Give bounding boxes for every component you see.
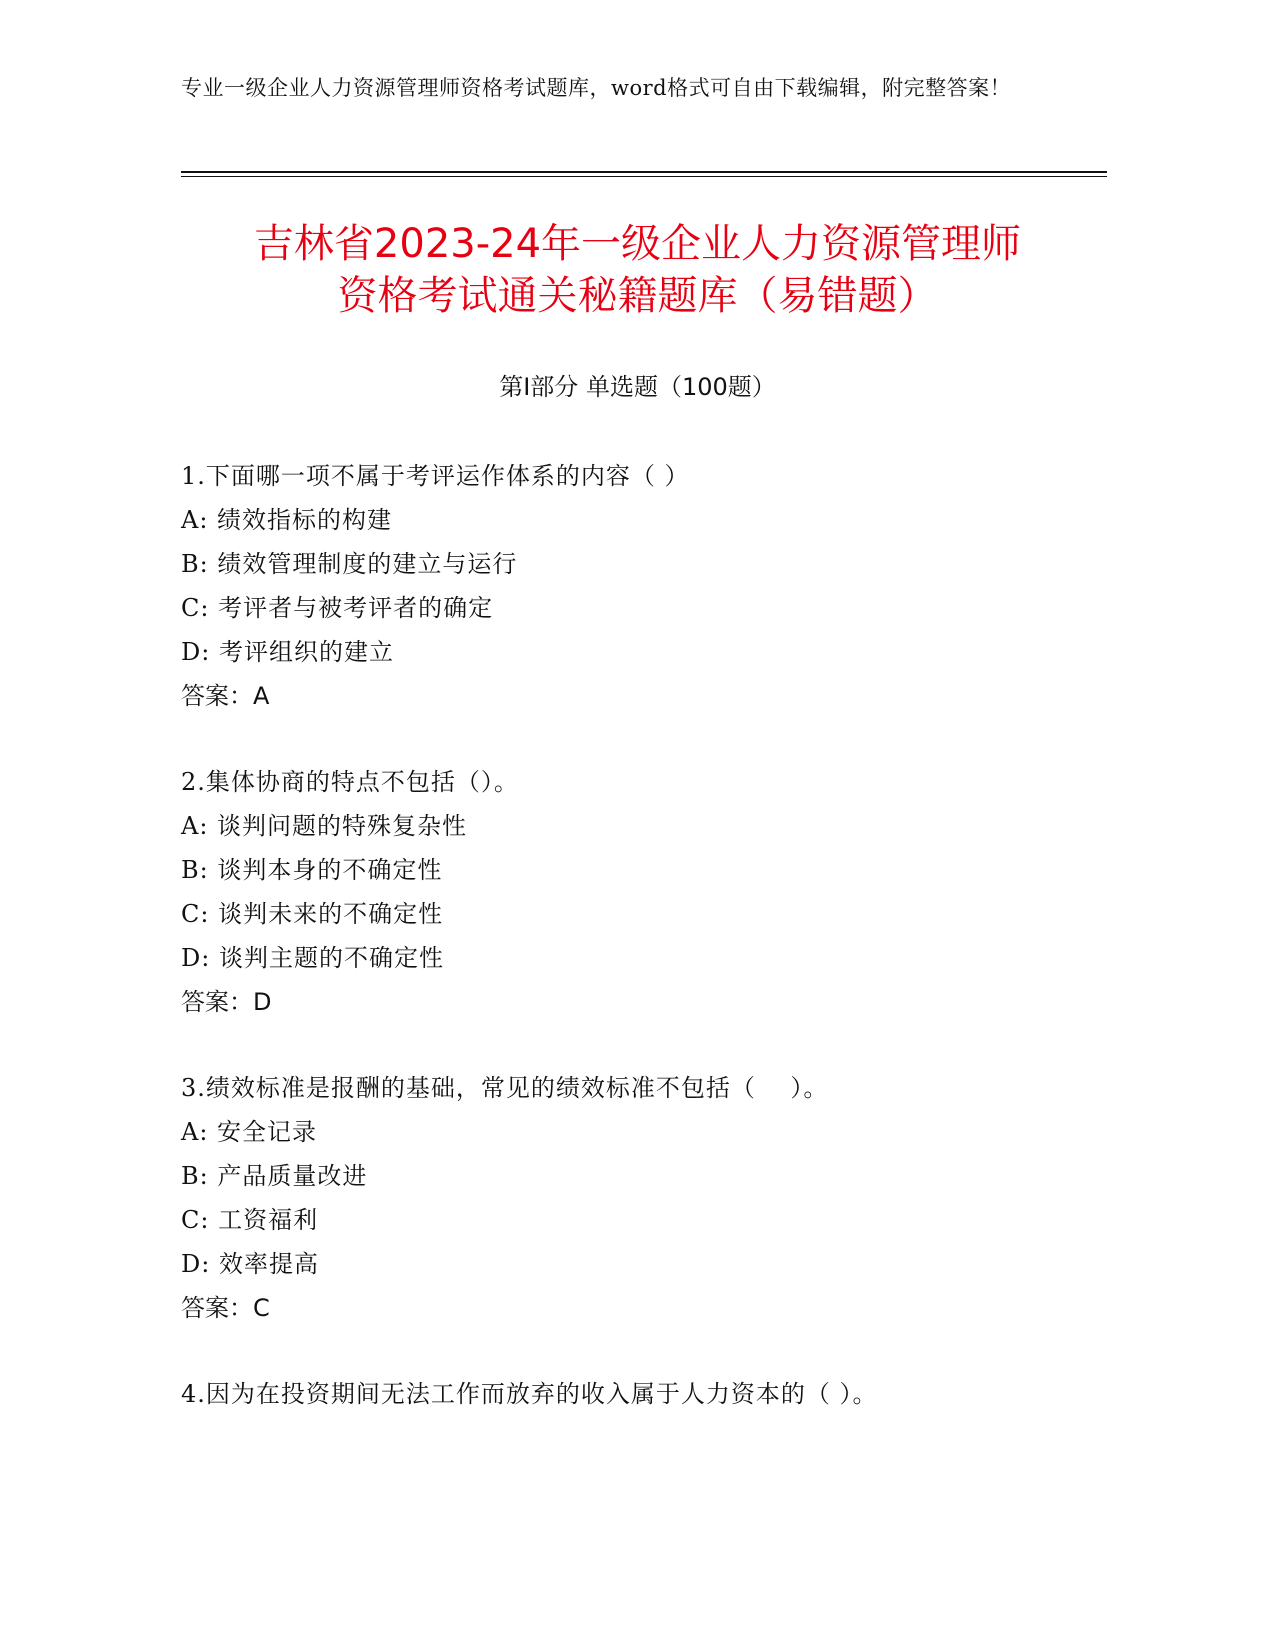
option-d: D: 考评组织的建立 [181, 638, 394, 666]
document-title-line-2: 资格考试通关秘籍题库（易错题） [337, 273, 938, 319]
question-stem: 2.集体协商的特点不包括（）。 [181, 768, 519, 796]
header-divider-thick [181, 171, 1107, 173]
option-b: B: 产品质量改进 [181, 1162, 368, 1190]
option-a: A: 谈判问题的特殊复杂性 [181, 812, 468, 840]
option-d: D: 谈判主题的不确定性 [181, 944, 444, 972]
question-stem: 3.绩效标准是报酬的基础，常见的绩效标准不包括（ ）。 [181, 1074, 829, 1102]
document-title [150, 218, 1125, 322]
option-a: A: 安全记录 [181, 1118, 318, 1146]
option-d: D: 效率提高 [181, 1250, 319, 1278]
option-c: C: 工资福利 [181, 1206, 319, 1234]
question-4 [181, 1372, 1081, 1416]
question-list [181, 454, 1081, 1458]
answer: 答案：D [181, 988, 272, 1016]
header-note: 专业一级企业人力资源管理师资格考试题库，word格式可自由下载编辑，附完整答案！ [181, 76, 1012, 100]
question-2 [181, 760, 1081, 1024]
question-1 [181, 454, 1081, 718]
answer: 答案：A [181, 682, 270, 710]
document-title-line-1: 吉林省2023-24年一级企业人力资源管理师 [253, 221, 1022, 267]
question-3 [181, 1066, 1081, 1330]
option-c: C: 谈判未来的不确定性 [181, 900, 444, 928]
header-divider-thin [181, 176, 1107, 177]
question-stem: 4.因为在投资期间无法工作而放弃的收入属于人力资本的（ ）。 [181, 1380, 878, 1408]
question-stem: 1.下面哪一项不属于考评运作体系的内容（ ） [181, 462, 690, 490]
section-title: 第Ⅰ部分 单选题（100题） [499, 373, 776, 401]
option-b: B: 谈判本身的不确定性 [181, 856, 443, 884]
answer: 答案：C [181, 1294, 270, 1322]
option-b: B: 绩效管理制度的建立与运行 [181, 550, 518, 578]
option-a: A: 绩效指标的构建 [181, 506, 393, 534]
option-c: C: 考评者与被考评者的确定 [181, 594, 494, 622]
